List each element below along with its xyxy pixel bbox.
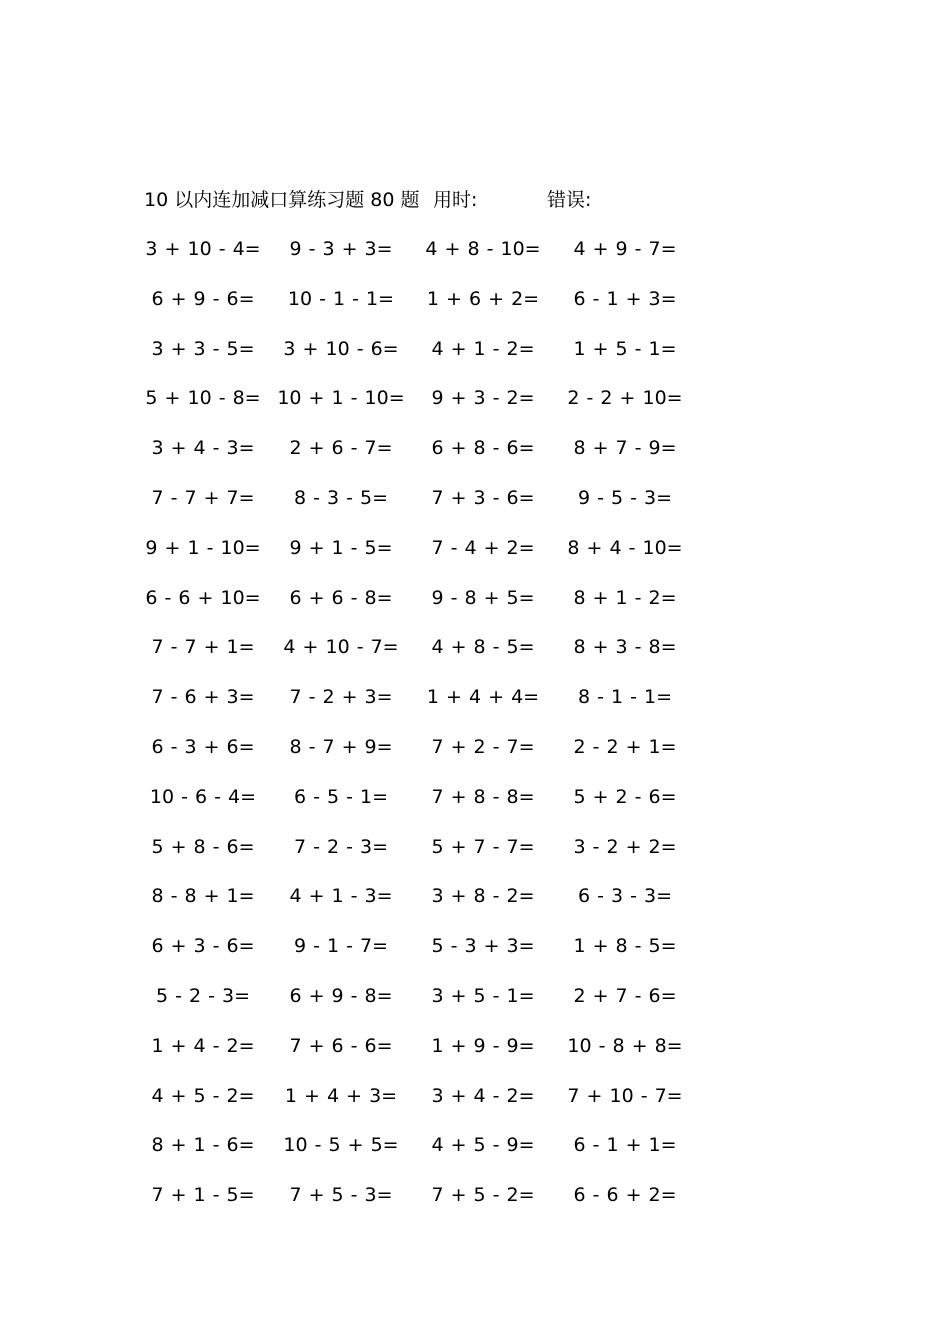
- arithmetic-problem: 2 + 7 - 6=: [573, 984, 677, 1007]
- arithmetic-problem: 7 + 8 - 8=: [431, 785, 535, 808]
- arithmetic-problem: 8 + 1 - 6=: [151, 1134, 255, 1157]
- problem-row: [0, 432, 950, 482]
- arithmetic-problem: 1 + 8 - 5=: [573, 935, 677, 958]
- arithmetic-problem: 9 + 3 - 2=: [431, 387, 535, 410]
- arithmetic-problem: 8 - 1 - 1=: [577, 686, 673, 709]
- arithmetic-problem: 10 - 5 + 5=: [283, 1134, 399, 1157]
- worksheet-header: [0, 185, 950, 215]
- arithmetic-problem: 5 + 8 - 6=: [151, 835, 255, 858]
- problem-row: [0, 980, 950, 1030]
- arithmetic-problem: 6 - 6 + 2=: [573, 1184, 677, 1207]
- arithmetic-problem: 8 + 4 - 10=: [567, 536, 683, 559]
- problem-row: [0, 930, 950, 980]
- arithmetic-problem: 7 + 5 - 3=: [289, 1184, 393, 1207]
- arithmetic-problem: 3 + 4 - 3=: [151, 437, 255, 460]
- error-count-label: 错误:: [547, 189, 592, 211]
- arithmetic-problem: 3 - 2 + 2=: [573, 835, 677, 858]
- problem-row: [0, 283, 950, 333]
- problem-row: [0, 482, 950, 532]
- arithmetic-problem: 9 + 1 - 5=: [289, 536, 393, 559]
- arithmetic-problem: 9 - 3 + 3=: [289, 238, 393, 260]
- arithmetic-problem: 3 + 10 - 6=: [283, 337, 399, 360]
- worksheet-title: 10 以内连加减口算练习题 80 题: [144, 189, 420, 211]
- arithmetic-problem: 8 - 7 + 9=: [289, 735, 393, 758]
- arithmetic-problem: 1 + 4 + 4=: [426, 686, 540, 709]
- problem-row: [0, 1129, 950, 1179]
- arithmetic-problem: 5 + 10 - 8=: [145, 387, 261, 410]
- arithmetic-problem: 10 - 6 - 4=: [149, 785, 257, 808]
- arithmetic-problem: 4 + 5 - 2=: [151, 1084, 255, 1107]
- arithmetic-problem: 7 - 7 + 7=: [151, 486, 255, 509]
- arithmetic-problem: 10 - 1 - 1=: [287, 287, 395, 310]
- arithmetic-problem: 4 + 8 - 5=: [431, 636, 535, 659]
- arithmetic-problem: 7 + 2 - 7=: [431, 735, 535, 758]
- arithmetic-problem: 6 + 8 - 6=: [431, 437, 535, 460]
- problem-row: [0, 1030, 950, 1080]
- arithmetic-problem: 7 + 3 - 6=: [431, 486, 535, 509]
- arithmetic-problem: 8 - 8 + 1=: [151, 885, 255, 908]
- arithmetic-problem: 6 + 6 - 8=: [289, 586, 393, 609]
- arithmetic-problem: 1 + 6 + 2=: [426, 287, 540, 310]
- arithmetic-problem: 8 + 1 - 2=: [573, 586, 677, 609]
- arithmetic-problem: 9 - 5 - 3=: [577, 486, 673, 509]
- arithmetic-problem: 7 - 7 + 1=: [151, 636, 255, 659]
- problem-row: [0, 233, 950, 283]
- arithmetic-problem: 4 + 9 - 7=: [573, 238, 677, 260]
- problem-row: [0, 731, 950, 781]
- arithmetic-problem: 9 + 1 - 10=: [145, 536, 261, 559]
- arithmetic-problem: 5 - 3 + 3=: [431, 935, 535, 958]
- arithmetic-problem: 7 + 5 - 2=: [431, 1184, 535, 1207]
- arithmetic-problem: 3 + 3 - 5=: [151, 337, 255, 360]
- arithmetic-problem: 9 - 1 - 7=: [293, 935, 389, 958]
- arithmetic-problem: 6 - 3 - 3=: [577, 885, 673, 908]
- arithmetic-problem: 3 + 10 - 4=: [145, 238, 261, 260]
- arithmetic-problem: 6 - 1 + 3=: [573, 287, 677, 310]
- arithmetic-problem: 3 + 5 - 1=: [431, 984, 535, 1007]
- arithmetic-problem: 4 + 10 - 7=: [283, 636, 399, 659]
- arithmetic-problem: 1 + 9 - 9=: [431, 1034, 535, 1057]
- arithmetic-problem: 1 + 4 + 3=: [284, 1084, 398, 1107]
- arithmetic-problem: 6 - 6 + 10=: [145, 586, 261, 609]
- arithmetic-problem: 10 + 1 - 10=: [277, 387, 405, 410]
- arithmetic-problem: 9 - 8 + 5=: [431, 586, 535, 609]
- arithmetic-problem: 2 - 2 + 10=: [567, 387, 683, 410]
- arithmetic-problem: 8 + 3 - 8=: [573, 636, 677, 659]
- arithmetic-problem: 4 + 1 - 3=: [289, 885, 393, 908]
- arithmetic-problem: 6 + 9 - 8=: [289, 984, 393, 1007]
- arithmetic-problem: 8 - 3 - 5=: [293, 486, 389, 509]
- arithmetic-problem: 4 + 1 - 2=: [431, 337, 535, 360]
- arithmetic-problem: 2 - 2 + 1=: [573, 735, 677, 758]
- arithmetic-problem: 7 + 6 - 6=: [289, 1034, 393, 1057]
- arithmetic-problem: 7 - 4 + 2=: [431, 536, 535, 559]
- arithmetic-problem: 6 - 1 + 1=: [573, 1134, 677, 1157]
- arithmetic-problem: 5 + 2 - 6=: [573, 785, 677, 808]
- arithmetic-problem: 6 + 9 - 6=: [151, 287, 255, 310]
- arithmetic-problem: 1 + 4 - 2=: [151, 1034, 255, 1057]
- problem-row: [0, 1179, 950, 1229]
- arithmetic-problem: 3 + 8 - 2=: [431, 885, 535, 908]
- arithmetic-problem: 6 + 3 - 6=: [151, 935, 255, 958]
- arithmetic-problem: 3 + 4 - 2=: [431, 1084, 535, 1107]
- problem-row: [0, 582, 950, 632]
- problem-row: [0, 532, 950, 582]
- arithmetic-problem: 7 + 1 - 5=: [151, 1184, 255, 1207]
- arithmetic-problem: 7 - 2 - 3=: [293, 835, 389, 858]
- problem-row: [0, 781, 950, 831]
- time-used-label: 用时:: [433, 189, 478, 211]
- arithmetic-problem: 10 - 8 + 8=: [567, 1034, 683, 1057]
- arithmetic-problem: 5 - 2 - 3=: [155, 984, 251, 1007]
- arithmetic-problem: 1 + 5 - 1=: [573, 337, 677, 360]
- problem-row: [0, 1080, 950, 1130]
- arithmetic-problem: 2 + 6 - 7=: [289, 437, 393, 460]
- arithmetic-problem: 7 - 6 + 3=: [151, 686, 255, 709]
- arithmetic-problem: 8 + 7 - 9=: [573, 437, 677, 460]
- problem-row: [0, 333, 950, 383]
- problem-row: [0, 681, 950, 731]
- arithmetic-problem: 7 - 2 + 3=: [289, 686, 393, 709]
- arithmetic-problem: 4 + 5 - 9=: [431, 1134, 535, 1157]
- problem-grid: [0, 233, 950, 1229]
- arithmetic-problem: 7 + 10 - 7=: [567, 1084, 683, 1107]
- arithmetic-problem: 5 + 7 - 7=: [431, 835, 535, 858]
- arithmetic-problem: 6 - 5 - 1=: [293, 785, 389, 808]
- problem-row: [0, 631, 950, 681]
- arithmetic-problem: 4 + 8 - 10=: [425, 238, 541, 260]
- problem-row: [0, 831, 950, 881]
- problem-row: [0, 382, 950, 432]
- problem-row: [0, 880, 950, 930]
- arithmetic-problem: 6 - 3 + 6=: [151, 735, 255, 758]
